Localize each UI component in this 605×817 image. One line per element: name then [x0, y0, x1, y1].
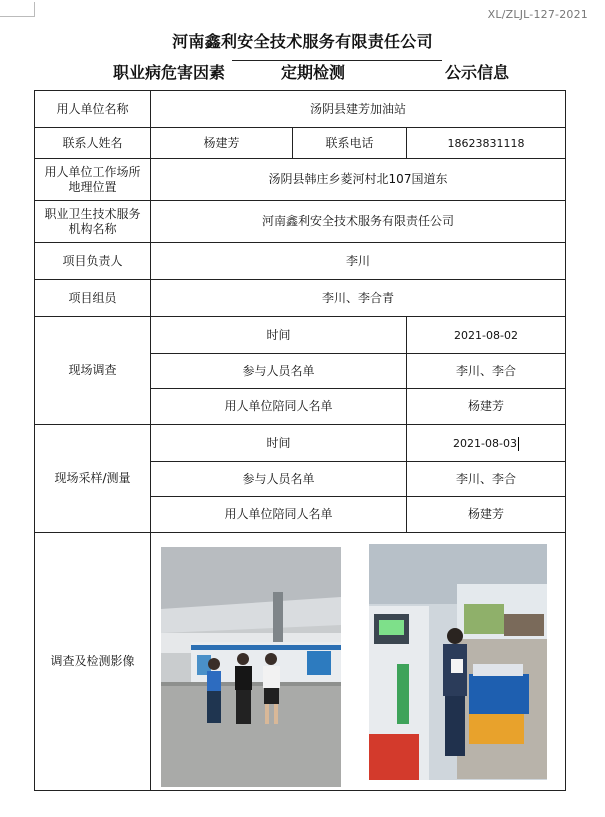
phone-value: 18623831118	[407, 128, 566, 159]
survey-time-label: 时间	[151, 317, 407, 354]
row-employer	[35, 91, 566, 128]
row-contact	[35, 128, 566, 159]
subtitle-part-notice: 公示信息	[445, 63, 510, 82]
contact-value: 杨建芳	[151, 128, 293, 159]
document-number: XL/ZLJL-127-2021	[487, 8, 588, 21]
row-members	[35, 280, 566, 317]
leader-label: 项目负责人	[35, 243, 151, 280]
photo-fuel-dispenser-sampling	[369, 544, 547, 780]
address-value: 汤阴县韩庄乡菱河村北107国道东	[151, 159, 566, 201]
subtitle-part-type: 定期检测	[281, 63, 346, 82]
row-survey-time	[35, 317, 566, 354]
survey-participants-value: 李川、李合	[407, 354, 566, 389]
members-value: 李川、李合青	[151, 280, 566, 317]
sampling-participants-value: 李川、李合	[407, 462, 566, 497]
phone-label: 联系电话	[293, 128, 407, 159]
row-sampling-time	[35, 425, 566, 462]
survey-escort-label: 用人单位陪同人名单	[151, 389, 407, 425]
sampling-escort-value: 杨建芳	[407, 497, 566, 533]
survey-time-value: 2021-08-02	[407, 317, 566, 354]
sampling-participants-label: 参与人员名单	[151, 462, 407, 497]
subtitle-underline-2	[356, 60, 442, 61]
sampling-escort-label: 用人单位陪同人名单	[151, 497, 407, 533]
employer-value: 汤阴县建芳加油站	[151, 91, 566, 128]
subtitle-part-hazard: 职业病危害因素	[113, 63, 226, 82]
sampling-label: 现场采样/测量	[35, 425, 151, 533]
sampling-time-label: 时间	[151, 425, 407, 462]
row-address	[35, 159, 566, 201]
contact-label: 联系人姓名	[35, 128, 151, 159]
images-label: 调查及检测影像	[35, 533, 151, 791]
members-label: 项目组员	[35, 280, 151, 317]
leader-value: 李川	[151, 243, 566, 280]
agency-value: 河南鑫利安全技术服务有限责任公司	[151, 201, 566, 243]
row-leader	[35, 243, 566, 280]
photo-gas-station-staff	[161, 547, 341, 787]
employer-label: 用人单位名称	[35, 91, 151, 128]
page-corner-mark	[0, 2, 35, 17]
agency-label: 职业卫生技术服务机构名称	[35, 201, 151, 243]
survey-participants-label: 参与人员名单	[151, 354, 407, 389]
row-agency	[35, 201, 566, 243]
survey-label: 现场调查	[35, 317, 151, 425]
document-subtitle	[113, 60, 533, 82]
text-cursor	[518, 437, 519, 451]
sampling-time-cell[interactable]	[407, 425, 566, 462]
sampling-time-value: 2021-08-03	[453, 436, 517, 450]
address-label: 用人单位工作场所地理位置	[35, 159, 151, 201]
document-title: 河南鑫利安全技术服务有限责任公司	[172, 32, 433, 51]
survey-escort-value: 杨建芳	[407, 389, 566, 425]
